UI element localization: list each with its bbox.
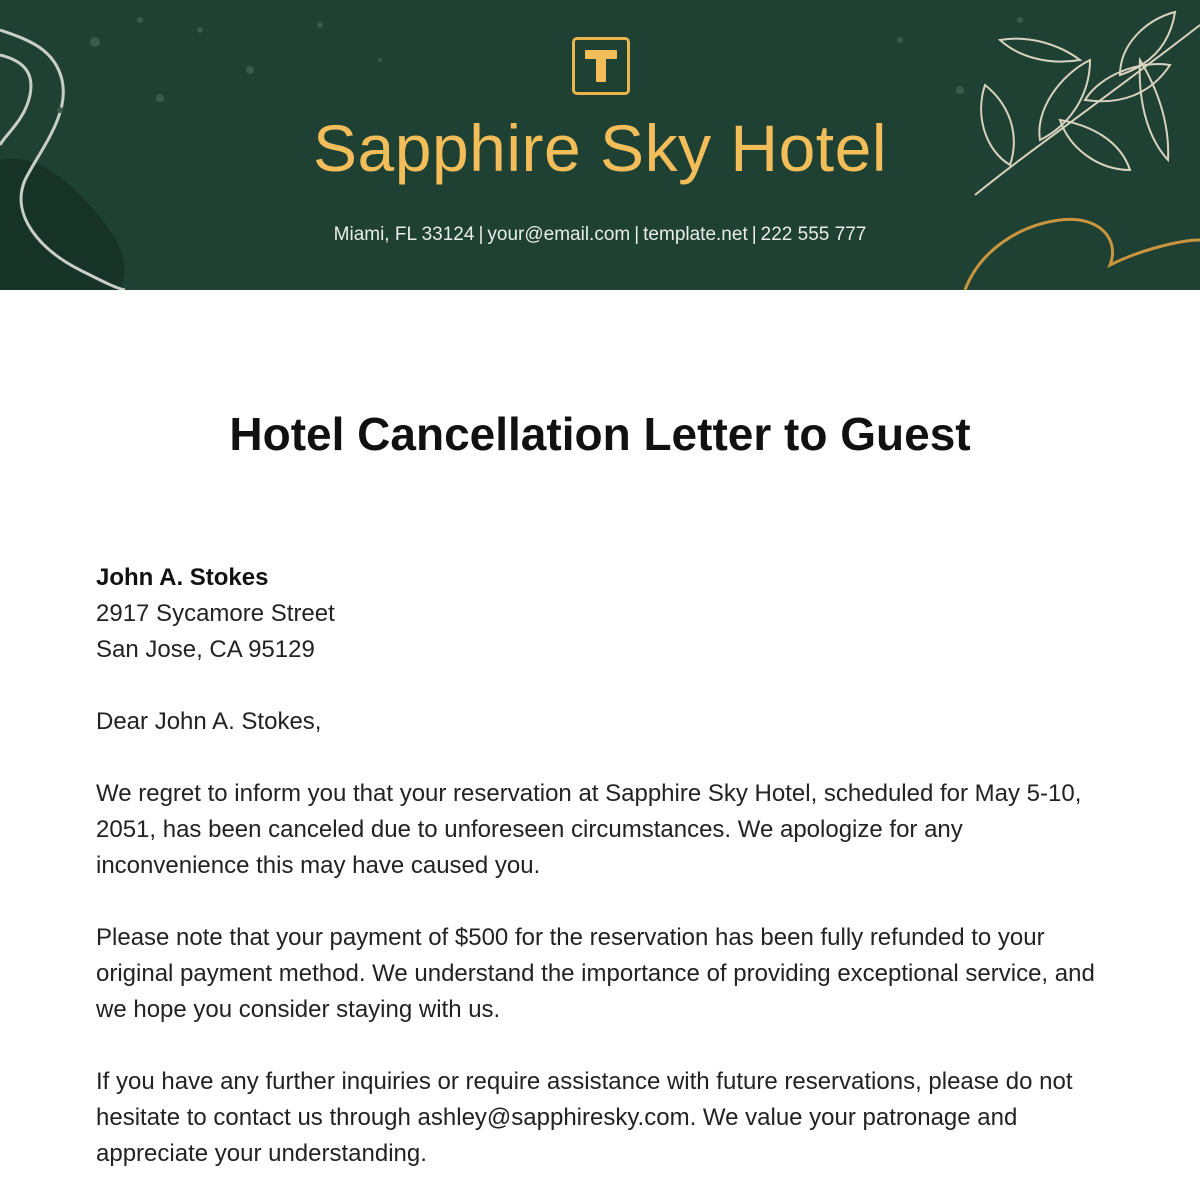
contact-email[interactable]: your@email.com <box>487 224 631 245</box>
salutation: Dear John A. Stokes, <box>96 708 322 735</box>
recipient-street: 2917 Sycamore Street <box>96 600 335 627</box>
letter-body <box>96 560 1104 1172</box>
paragraph-contact: If you have any further inquiries or require assistance with future reservations, please do not hesitate to contact us through ashley@sapphiresky.com. We value your patronage and appreciate your understanding. <box>96 1068 1073 1167</box>
paragraph-refund: Please note that your payment of $500 for the reservation has been fully refunded to your original payment method. We understand the importance of providing exceptional service, and we hope you consider staying with us. <box>96 924 1095 1023</box>
logo-t-icon <box>575 40 627 92</box>
contact-address: Miami, FL 33124 <box>333 224 475 245</box>
contact-separator: | <box>751 224 757 245</box>
hotel-logo <box>572 37 630 95</box>
recipient-name: John A. Stokes <box>96 564 269 591</box>
hotel-name: Sapphire Sky Hotel <box>313 111 887 185</box>
document-title: Hotel Cancellation Letter to Guest <box>229 408 971 460</box>
recipient-city-line: San Jose, CA 95129 <box>96 636 315 663</box>
contact-separator: | <box>478 224 484 245</box>
header-banner <box>0 0 1200 290</box>
contact-phone: 222 555 777 <box>760 224 867 245</box>
contact-website[interactable]: template.net <box>643 224 748 245</box>
contact-line <box>0 222 1200 248</box>
recipient-address-block <box>96 560 1104 668</box>
paragraph-cancellation: We regret to inform you that your reservation at Sapphire Sky Hotel, scheduled for May 5-10, 2051, has been canceled due to unforeseen circumstances. We apologize for any inconvenience this may have caused you. <box>96 780 1082 879</box>
contact-separator: | <box>634 224 640 245</box>
